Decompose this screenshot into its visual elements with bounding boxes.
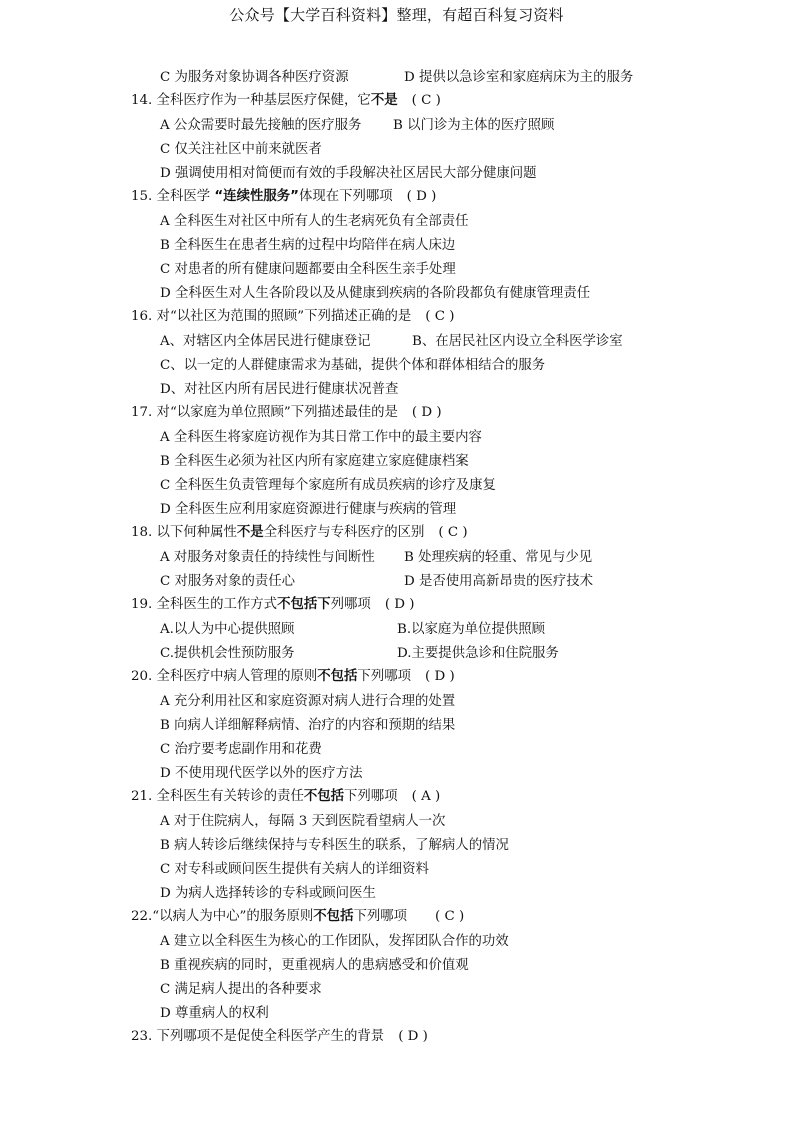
line-text: B 重视疾病的同时，更重视病人的患病感受和价值观 xyxy=(160,958,469,973)
answer-option xyxy=(160,213,469,231)
line-text: 列哪项 xyxy=(330,597,371,612)
answer-option xyxy=(160,693,455,711)
line-text: 22.“以病人为中心”的服务原则 xyxy=(131,909,314,924)
line-text: A 充分利用社区和家庭资源对病人进行合理的处置 xyxy=(160,694,456,709)
line-text: B 以门诊为主体的医疗照顾 xyxy=(393,118,555,133)
line-text: B 全科医生必须为社区内所有家庭建立家庭健康档案 xyxy=(160,454,469,469)
line-text: B 向病人详细解释病情、治疗的内容和预期的结果 xyxy=(160,718,456,733)
answer-option xyxy=(160,333,371,351)
line-text: A 全科医生对社区中所有人的生老病死负有全部责任 xyxy=(160,214,469,229)
line-text: C 为服务对象协调各种医疗资源 xyxy=(160,70,349,85)
line-text: D 是否使用高新昂贵的医疗技术 xyxy=(404,574,594,589)
answer-key: ( C ) xyxy=(435,909,465,924)
answer-key: ( C ) xyxy=(425,309,455,324)
answer-option xyxy=(160,933,509,951)
question-stem xyxy=(131,308,455,326)
line-text: 20. 全科医疗中病人管理的原则 xyxy=(131,669,318,684)
line-text: 下列哪项 xyxy=(353,909,408,924)
answer-option xyxy=(160,141,322,159)
answer-option xyxy=(160,453,469,471)
line-text: D 提供以急诊室和家庭病床为主的服务 xyxy=(404,70,634,85)
answer-option xyxy=(160,165,537,183)
answer-option xyxy=(160,837,509,855)
line-text: 15. 全科医学 xyxy=(131,189,215,204)
line-text: C 对患者的所有健康问题都要由全科医生亲手处理 xyxy=(160,262,456,277)
question-stem xyxy=(131,188,436,206)
line-text: 23. 下列哪项不是促使全科医学产生的背景 xyxy=(131,1029,385,1044)
answer-key: ( C ) xyxy=(438,525,468,540)
line-text: D、对社区内所有居民进行健康状况普查 xyxy=(160,382,399,397)
answer-option xyxy=(160,645,295,663)
question-stem xyxy=(131,788,440,806)
question-stem xyxy=(131,404,442,422)
answer-option xyxy=(160,957,469,975)
answer-option xyxy=(160,69,349,87)
line-text: B.以家庭为单位提供照顾 xyxy=(397,622,546,637)
line-text: C 治疗要考虑副作用和花费 xyxy=(160,742,322,757)
line-text: D 不使用现代医学以外的医疗方法 xyxy=(160,766,363,781)
line-text: B 病人转诊后继续保持与专科医生的联系，了解病人的情况 xyxy=(160,838,509,853)
line-text: D 全科医生对人生各阶段以及从健康到疾病的各阶段都负有健康管理责任 xyxy=(160,286,591,301)
emphasis-text: 不是 xyxy=(236,525,264,540)
line-text: A 公众需要时最先接触的医疗服务 xyxy=(160,118,362,133)
line-text: D 为病人选择转诊的专科或顾问医生 xyxy=(160,886,376,901)
answer-option xyxy=(397,645,559,663)
line-text: C 对专科或顾问医生提供有关病人的详细资料 xyxy=(160,862,429,877)
answer-option xyxy=(160,1005,269,1023)
line-text: A.以人为中心提供照顾 xyxy=(160,622,295,637)
answer-key: ( D ) xyxy=(406,189,437,204)
answer-option xyxy=(160,885,376,903)
answer-option xyxy=(160,573,295,591)
line-text: D 强调使用相对简便而有效的手段解决社区居民大部分健康问题 xyxy=(160,166,537,181)
answer-key: ( D ) xyxy=(398,1029,428,1044)
answer-option xyxy=(160,717,455,735)
line-text: 19. 全科医生的工作方式 xyxy=(131,597,278,612)
line-text: C、以一定的人群健康需求为基础，提供个体和群体相结合的服务 xyxy=(160,358,546,373)
question-stem xyxy=(131,668,455,686)
line-text: A、对辖区内全体居民进行健康登记 xyxy=(160,334,371,349)
answer-option xyxy=(393,117,554,135)
answer-option xyxy=(160,813,445,831)
line-text: 全科医疗与专科医疗的区别 xyxy=(263,525,425,540)
answer-option xyxy=(160,237,455,255)
answer-option xyxy=(160,285,590,303)
line-text: C.提供机会性预防服务 xyxy=(160,646,295,661)
page-header: 公众号【大学百科资料】整理，有超百科复习资料 xyxy=(229,6,564,24)
line-text: C 对服务对象的责任心 xyxy=(160,574,296,589)
answer-option xyxy=(160,357,545,375)
answer-option xyxy=(404,69,633,87)
line-text: 17. 对“以家庭为单位照顾”下列描述最佳的是 xyxy=(131,405,398,420)
line-text: A 建立以全科医生为核心的工作团队，发挥团队合作的功效 xyxy=(160,934,509,949)
answer-option xyxy=(412,333,623,351)
answer-option xyxy=(397,621,545,639)
emphasis-text: 不是 xyxy=(370,93,398,108)
line-text: C 全科医生负责管理每个家庭所有成员疾病的诊疗及康复 xyxy=(160,478,496,493)
emphasis-text: 不包括 xyxy=(303,789,345,804)
answer-option xyxy=(160,741,322,759)
answer-option xyxy=(160,429,482,447)
answer-option xyxy=(160,501,456,519)
emphasis-text: “连续性服务” xyxy=(214,189,299,204)
question-stem xyxy=(131,92,441,110)
line-text: 下列哪项 xyxy=(344,789,398,804)
line-text: B、在居民社区内设立全科医学诊室 xyxy=(412,334,623,349)
answer-option xyxy=(160,861,429,879)
line-text: 14. 全科医疗作为一种基层医疗保健，它 xyxy=(131,93,371,108)
line-text: 21. 全科医生有关转诊的责任 xyxy=(131,789,304,804)
line-text: A 对服务对象责任的持续性与间断性 xyxy=(160,550,375,565)
line-text: D 全科医生应利用家庭资源进行健康与疾病的管理 xyxy=(160,502,457,517)
answer-option xyxy=(160,477,496,495)
answer-key: ( D ) xyxy=(424,669,455,684)
answer-option xyxy=(160,621,294,639)
line-text: B 处理疾病的轻重、常见与少见 xyxy=(404,550,593,565)
answer-option xyxy=(160,765,362,783)
line-text: A 对于住院病人，每隔 3 天到医院看望病人一次 xyxy=(160,814,446,829)
answer-key: ( D ) xyxy=(384,597,415,612)
answer-option xyxy=(404,573,593,591)
answer-option xyxy=(160,117,361,135)
question-stem xyxy=(131,1028,428,1046)
line-text: D 尊重病人的权利 xyxy=(160,1006,269,1021)
line-text: 18. 以下何种属性 xyxy=(131,525,237,540)
line-text: A 全科医生将家庭访视作为其日常工作中的最主要内容 xyxy=(160,430,482,445)
question-stem xyxy=(131,524,468,542)
line-text: 16. 对“以社区为范围的照顾”下列描述正确的是 xyxy=(131,309,412,324)
line-text: 下列哪项 xyxy=(357,669,411,684)
answer-key: ( C ) xyxy=(411,93,441,108)
line-text: B 全科医生在患者生病的过程中均陪伴在病人床边 xyxy=(160,238,456,253)
line-text: 体现在下列哪项 xyxy=(298,189,393,204)
line-text: C 仅关注社区中前来就医者 xyxy=(160,142,322,157)
emphasis-text: 不包括 xyxy=(317,669,358,684)
answer-option xyxy=(160,261,456,279)
answer-key: ( A ) xyxy=(411,789,441,804)
emphasis-text: 不包括 xyxy=(313,909,354,924)
emphasis-text: 不包括下 xyxy=(277,597,331,612)
line-text: C 满足病人提出的各种要求 xyxy=(160,982,322,997)
question-stem xyxy=(131,908,464,926)
answer-option xyxy=(404,549,592,567)
answer-key: ( D ) xyxy=(411,405,442,420)
answer-option xyxy=(160,549,375,567)
line-text: D.主要提供急诊和住院服务 xyxy=(397,646,559,661)
question-stem xyxy=(131,596,415,614)
answer-option xyxy=(160,381,398,399)
answer-option xyxy=(160,981,322,999)
